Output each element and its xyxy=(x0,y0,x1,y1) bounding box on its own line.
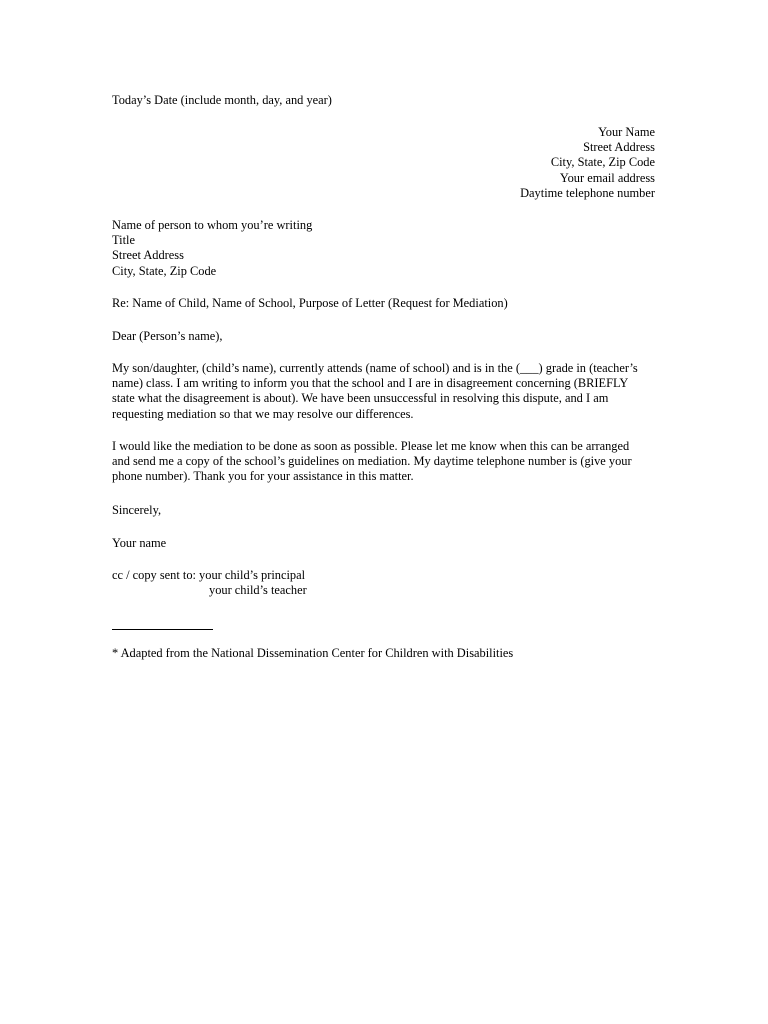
sender-name: Your Name xyxy=(598,125,655,139)
paragraph-line: My son/daughter, (child’s name), currently attends (name of school) and is in the (___) grade in (teacher’s xyxy=(112,361,638,375)
paragraph-line: and send me a copy of the school’s guidelines on mediation. My daytime telephone number is (give your xyxy=(112,454,632,469)
paragraph-line: phone number). Thank you for your assistance in this matter. xyxy=(112,469,414,484)
date-line xyxy=(112,93,332,108)
recipient-address-block xyxy=(112,218,312,279)
salutation-text: Dear (Person’s name), xyxy=(112,329,223,343)
subject-line xyxy=(112,296,508,311)
paragraph-line: state what the disagreement is about). We have been unsuccessful in resolving this dispute, and I am xyxy=(112,391,609,406)
recipient-city-state-zip: City, State, Zip Code xyxy=(112,263,217,278)
signature xyxy=(112,536,166,551)
sender-email: Your email address xyxy=(559,170,655,185)
subject-text: Re: Name of Child, Name of School, Purpose of Letter (Request for Mediation) xyxy=(112,296,508,310)
body-paragraph-2 xyxy=(112,439,660,485)
cc-block xyxy=(112,568,307,598)
sender-city-state-zip: City, State, Zip Code xyxy=(550,155,655,170)
cc-line-2: your child’s teacher xyxy=(209,583,307,598)
salutation xyxy=(112,329,222,344)
date-text: Today’s Date (include month, day, and year) xyxy=(112,93,332,107)
footnote-separator xyxy=(112,629,213,630)
closing-text: Sincerely, xyxy=(112,503,162,517)
signature-text: Your name xyxy=(112,536,167,550)
closing xyxy=(112,503,161,518)
body-paragraph-1 xyxy=(112,361,660,422)
paragraph-line: name) class. I am writing to inform you that the school and I are in disagreement concerning (BRIEFLY xyxy=(112,376,629,391)
footnote-text: * Adapted from the National Dissemination Center for Children with Disabilities xyxy=(112,646,514,660)
footnote xyxy=(112,646,513,661)
recipient-title: Title xyxy=(112,233,135,248)
sender-phone: Daytime telephone number xyxy=(520,185,655,200)
recipient-name: Name of person to whom you’re writing xyxy=(112,218,313,232)
sender-address-block xyxy=(520,125,655,201)
sender-street: Street Address xyxy=(583,140,655,155)
cc-line-1: cc / copy sent to: your child’s principal xyxy=(112,568,306,582)
paragraph-line: I would like the mediation to be done as soon as possible. Please let me know when this can be arranged xyxy=(112,439,630,453)
recipient-street: Street Address xyxy=(112,248,184,263)
paragraph-line: requesting mediation so that we may resolve our differences. xyxy=(112,406,414,421)
